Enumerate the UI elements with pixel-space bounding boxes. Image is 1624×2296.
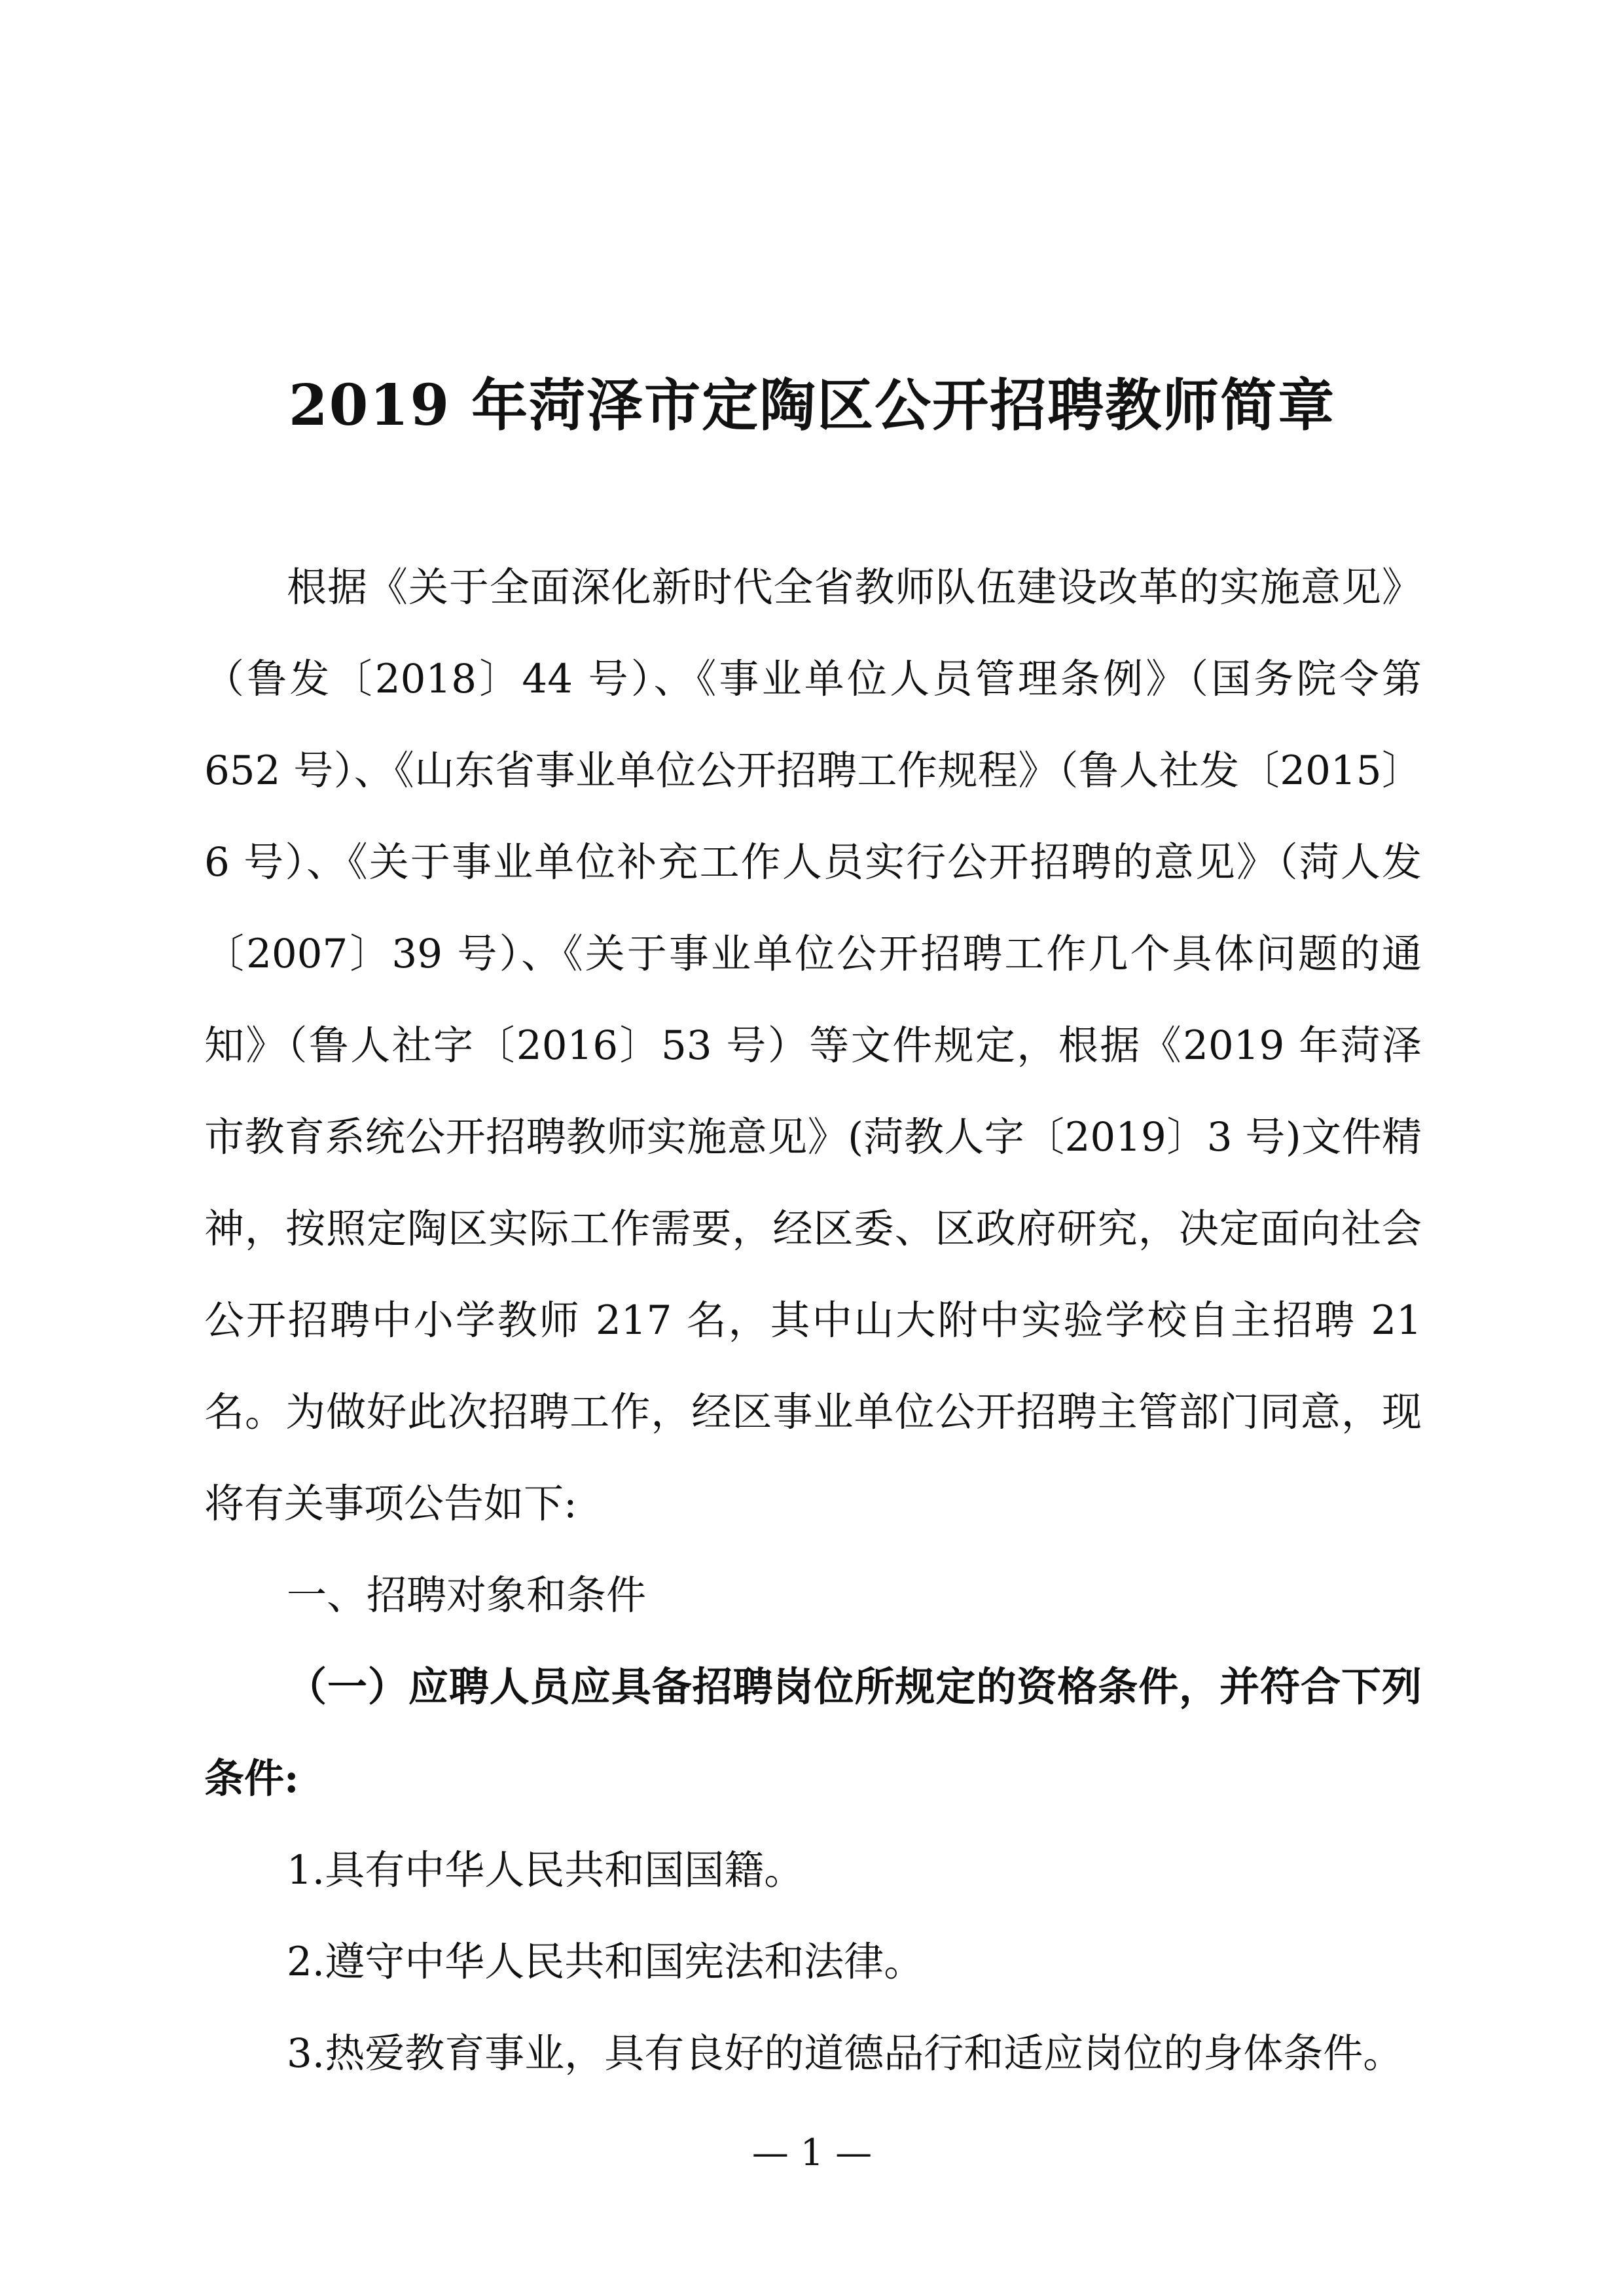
- subsection-heading: （一）应聘人员应具备招聘岗位所规定的资格条件，并符合下列条件:: [204, 1664, 1422, 1802]
- intro-paragraph: 根据《关于全面深化新时代全省教师队伍建设改革的实施意见》（鲁发〔2018〕44 号）、《事业单位人员管理条例》（国务院令第 652 号）、《山东省事业单位公开招聘工作规程》（鲁人社发〔2015〕6 号）、《关于事业单位补充工作人员实行公开招聘的意见》（菏人发〔2007〕39 号）、《关于事业单位公开招聘工作几个具体问题的通知》（鲁人社字〔2016〕53 号）等文件规定，根据《2019 年菏泽市教育系统公开招聘教师实施意见》(菏教人字〔2019〕3 号)文件精神，按照定陶区实际工作需要，经区委、区政府研究，决定面向社会公开招聘中小学教师 217 名，其中山大附中实验学校自主招聘 21 名。为做好此次招聘工作，经区事业单位公开招聘主管部门同意，现将有关事项公告如下:: [204, 564, 1422, 1527]
- section-heading: 一、招聘对象和条件: [287, 1572, 647, 1619]
- page-number: — 1 —: [751, 2132, 873, 2174]
- document-body: [204, 542, 1422, 2100]
- document-title: 2019 年菏泽市定陶区公开招聘教师简章: [288, 372, 1336, 439]
- list-item: 1.具有中华人民共和国国籍。: [287, 1847, 804, 1893]
- list-item: 3.热爱教育事业，具有良好的道德品行和适应岗位的身体条件。: [287, 2030, 1403, 2077]
- list-item: 2.遵守中华人民共和国宪法和法律。: [287, 1939, 924, 1985]
